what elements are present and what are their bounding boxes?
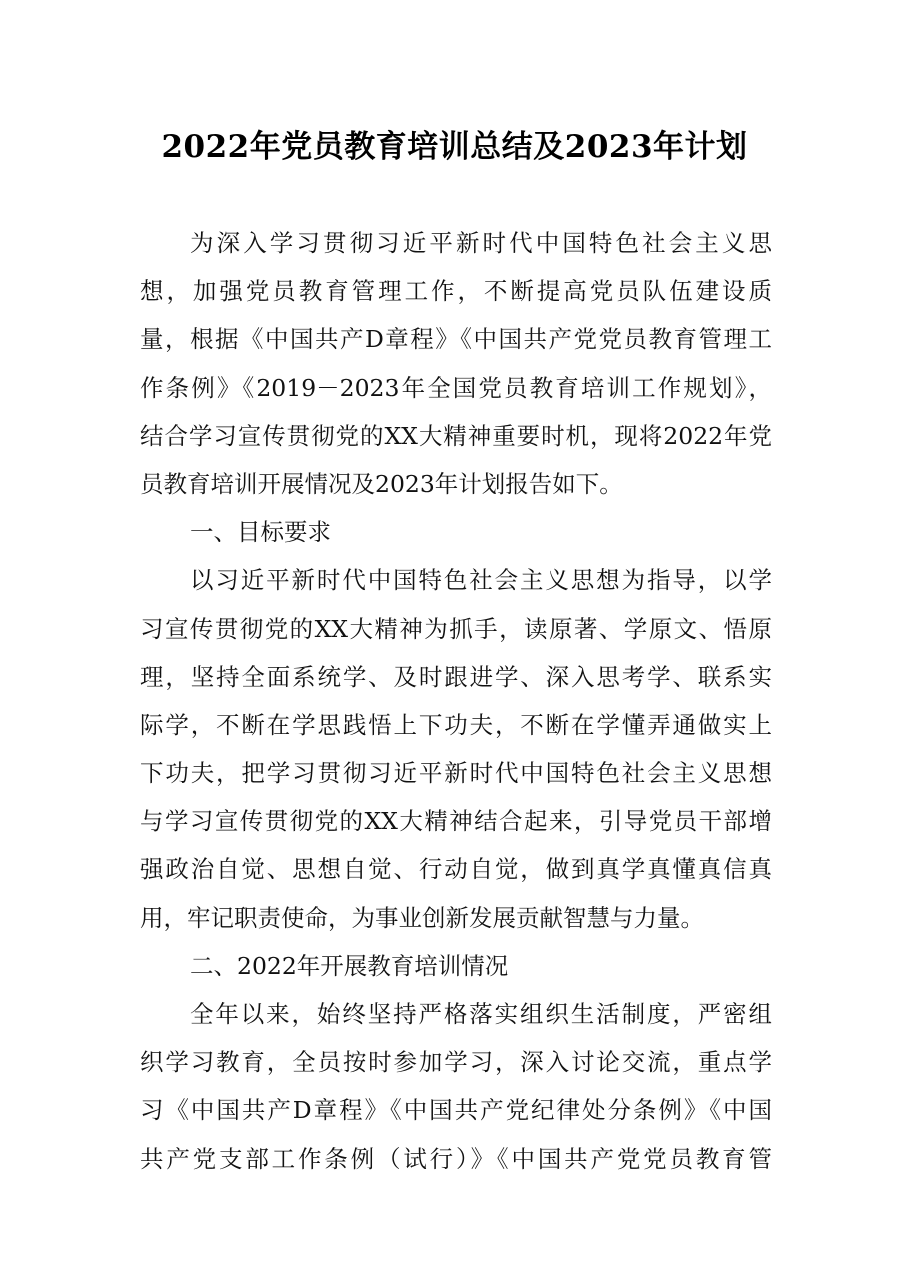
paragraph-line: 为深入学习贯彻习近平新时代中国特色社会主义思 [190,229,772,257]
paragraph-line: 想，加强党员教育管理工作，不断提高党员队伍建设质 [140,277,772,306]
paragraph-line: 织学习教育，全员按时参加学习，深入讨论交流，重点学 [140,1048,772,1077]
paragraph-line: 际学，不断在学思践悟上下功夫，不断在学懂弄通做实上 [140,710,772,739]
section-heading: 一、目标要求 [190,518,331,547]
paragraph-line: 全年以来，始终坚持严格落实组织生活制度，严密组 [190,1000,772,1028]
document-body [140,219,772,1183]
paragraph-line: 共产党支部工作条例（试行）》《中国共产党党员教育管 [140,1144,772,1173]
paragraph-line: 用，牢记职责使命，为事业创新发展贡献智慧与力量。 [140,903,704,932]
paragraph-line: 与学习宣传贯彻党的XX大精神结合起来，引导党员干部增 [140,807,772,836]
paragraph-line: 强政治自觉、思想自觉、行动自觉，做到真学真懂真信真 [140,855,772,884]
paragraph-line: 理，坚持全面系统学、及时跟进学、深入思考学、联系实 [140,662,772,691]
paragraph-line: 习《中国共产D章程》《中国共产党纪律处分条例》《中国 [140,1096,772,1125]
paragraph-line: 习宣传贯彻党的XX大精神为抓手，读原著、学原文、悟原 [140,614,772,643]
paragraph-line: 以习近平新时代中国特色社会主义思想为指导，以学 [190,566,772,595]
paragraph-line: 下功夫，把学习贯彻习近平新时代中国特色社会主义思想 [140,759,772,788]
document-title: 2022年党员教育培训总结及2023年计划 [161,129,748,165]
section-heading: 二、2022年开展教育培训情况 [190,951,509,980]
paragraph-line: 员教育培训开展情况及2023年计划报告如下。 [140,469,623,498]
paragraph-line: 作条例》《2019－2023年全国党员教育培训工作规划》， [140,373,772,402]
paragraph-line: 量，根据《中国共产D章程》《中国共产党党员教育管理工 [140,325,772,354]
paragraph-line: 结合学习宣传贯彻党的XX大精神重要时机，现将2022年党 [140,421,772,450]
